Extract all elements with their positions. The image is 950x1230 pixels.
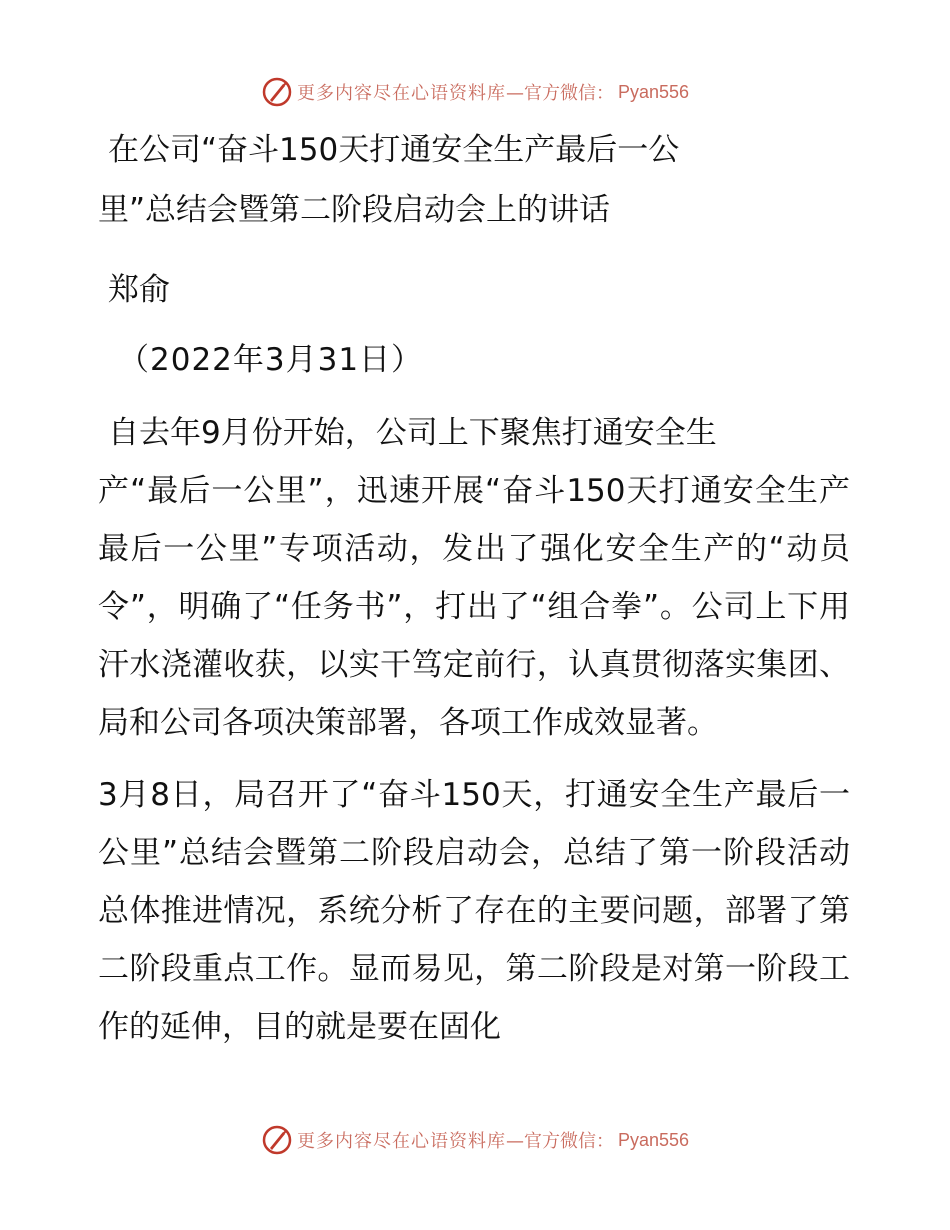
watermark-account: Pyan556	[617, 1129, 690, 1150]
watermark-account: Pyan556	[617, 81, 690, 102]
watermark-footer	[0, 1120, 950, 1160]
watermark-separator: —官方微信：	[505, 1131, 614, 1152]
paragraph-1-first-line: 自去年9月份开始，公司上下聚焦打通安全生	[108, 415, 717, 451]
author: 郑俞	[108, 272, 170, 308]
paragraph-2	[98, 766, 850, 1056]
watermark-header	[0, 72, 950, 112]
paragraph-2-body: 3月8日，局召开了“奋斗150天，打通安全生产最后一公里”总结会暨第二阶段启动会，总结了第一阶段活动总体推进情况，系统分析了存在的主要问题，部署了第二阶段重点工作。显而易见，第二阶段是对第一阶段工作的延伸，目的就是要在固化	[98, 777, 850, 1045]
document-title	[98, 120, 850, 240]
paragraph-1	[98, 404, 850, 752]
date: （2022年3月31日）	[118, 342, 424, 378]
watermark-text: 更多内容尽在心语资料库	[296, 83, 506, 104]
paragraph-1-body: 产“最后一公里”，迅速开展“奋斗150天打通安全生产最后一公里”专项活动，发出了强化安全生产的“动员令”，明确了“任务书”，打出了“组合拳”。公司上下用汗水浇灌收获，以实干笃定前行，认真贯彻落实集团、局和公司各项决策部署，各项工作成效显著。	[98, 473, 850, 741]
document-body	[98, 120, 850, 1056]
quill-logo-icon	[261, 76, 293, 108]
quill-logo-icon	[261, 1124, 293, 1156]
watermark-separator: —官方微信：	[505, 83, 614, 104]
title-line-2: 里”总结会暨第二阶段启动会上的讲话	[98, 192, 611, 228]
title-line-1: 在公司“奋斗150天打通安全生产最后一公	[108, 132, 680, 168]
watermark-text: 更多内容尽在心语资料库	[296, 1131, 506, 1152]
